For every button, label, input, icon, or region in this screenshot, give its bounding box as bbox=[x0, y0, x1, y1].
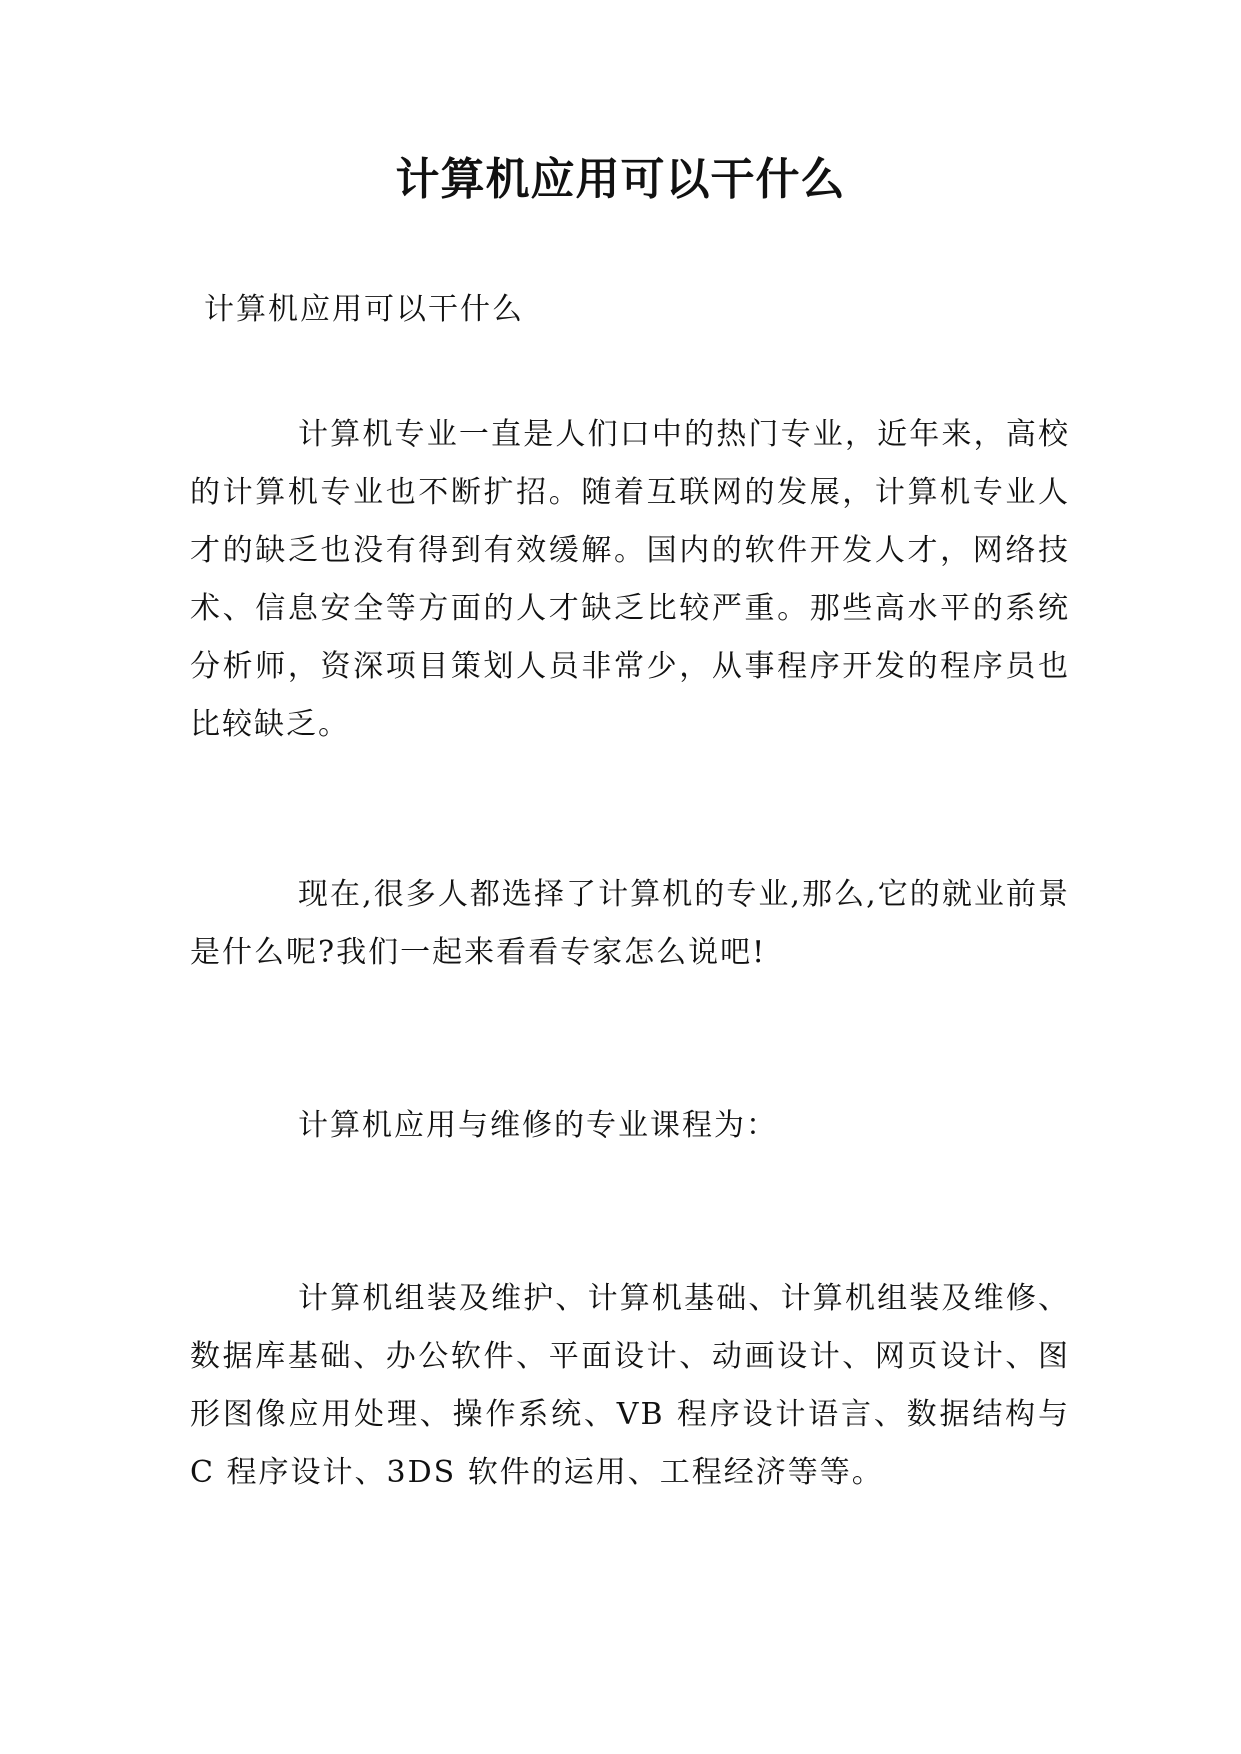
paragraph-question: 现在,很多人都选择了计算机的专业,那么,它的就业前景是什么呢?我们一起来看看专家怎么说吧! bbox=[190, 877, 1070, 970]
paragraph-course-heading: 计算机应用与维修的专业课程为： bbox=[298, 1108, 778, 1143]
page-title: 计算机应用可以干什么 bbox=[395, 154, 846, 205]
subtitle: 计算机应用可以干什么 bbox=[204, 292, 524, 327]
paragraph-course-list: 计算机组装及维护、计算机基础、计算机组装及维修、数据库基础、办公软件、平面设计、动画设计、网页设计、图形图像应用处理、操作系统、VB 程序设计语言、数据结构与 C 程序设计、3DS 软件的运用、工程经济等等。 bbox=[190, 1281, 1070, 1490]
paragraph-intro: 计算机专业一直是人们口中的热门专业，近年来，高校的计算机专业也不断扩招。随着互联网的发展，计算机专业人才的缺乏也没有得到有效缓解。国内的软件开发人才，网络技术、信息安全等方面的人才缺乏比较严重。那些高水平的系统分析师，资深项目策划人员非常少，从事程序开发的程序员也比较缺乏。 bbox=[190, 417, 1070, 742]
